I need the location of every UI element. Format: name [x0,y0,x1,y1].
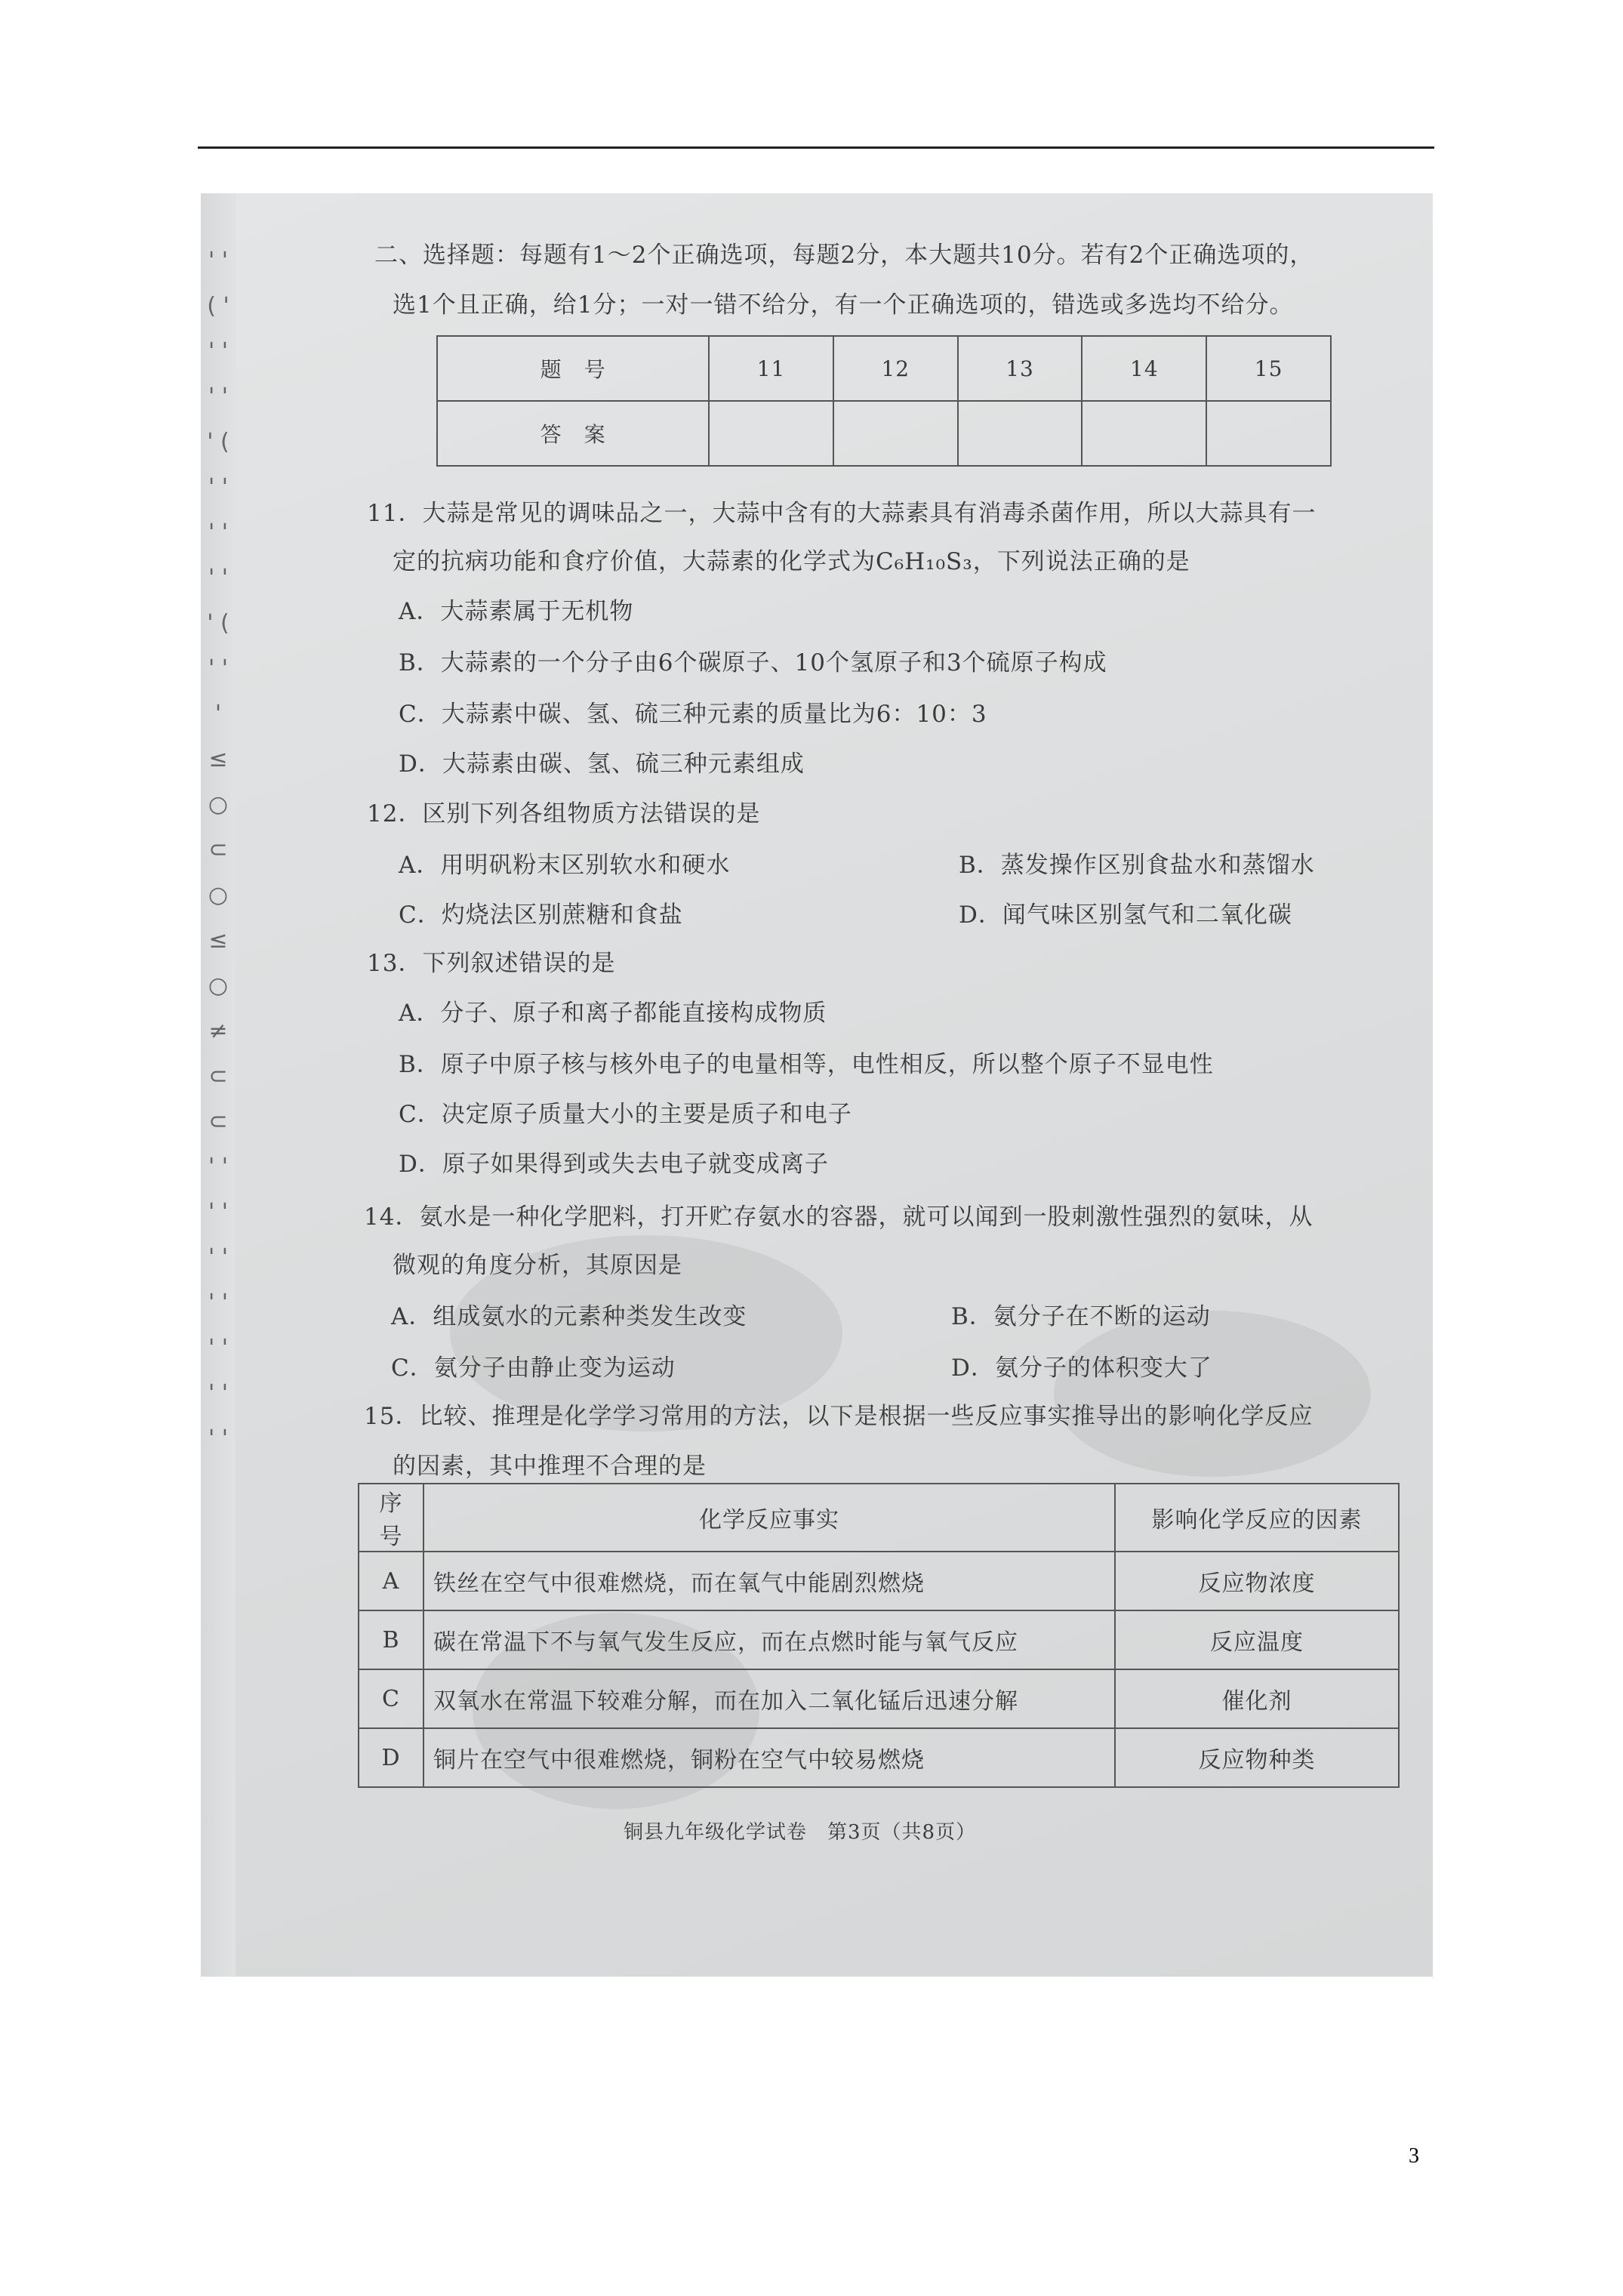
question-number-cell: 12 [833,336,958,401]
q11-stem-line1: 11．大蒜是常见的调味品之一，大蒜中含有的大蒜素具有消毒杀菌作用，所以大蒜具有一 [367,500,1317,527]
question-number-cell: 11 [709,336,833,401]
page-number: 3 [1409,2144,1419,2168]
answer-cell[interactable] [958,401,1083,466]
facts-row-factor: 反应物种类 [1115,1728,1399,1787]
q14-option-b: B．氨分子在不断的运动 [951,1303,1211,1330]
facts-row-factor: 反应物浓度 [1115,1552,1399,1610]
question-number-cell: 15 [1206,336,1331,401]
q12-option-a: A．用明矾粉末区别软水和硬水 [399,852,731,879]
answer-table-answer-row [437,401,1331,466]
q13-option-a: A．分子、原子和离子都能直接构成物质 [399,1000,827,1027]
q15-stem-line1: 15．比较、推理是化学学习常用的方法，以下是根据一些反应事实推导出的影响化学反应 [364,1403,1313,1430]
q12-stem: 12．区别下列各组物质方法错误的是 [367,800,761,827]
facts-row-fact: 碳在常温下不与氧气发生反应，而在点燃时能与氧气反应 [423,1610,1115,1669]
facts-table-row [359,1610,1399,1669]
exam-content [364,193,1416,1977]
facts-header-fact: 化学反应事实 [423,1484,1115,1552]
q15-stem-line2: 的因素，其中推理不合理的是 [393,1453,707,1480]
answer-row-label: 题 号 [437,336,709,401]
margin-marks: ' ' ( ' ' ' ' ' ' ( ' ' ' ' ' ' ' ( ' ' ' ≤ ○ ⊂ ○ ≤ ○ ≠ ⊂ ⊂ ' ' ' ' ' ' ' ' ' ' ' ' ' ' [207,248,229,1452]
facts-row-label: B [359,1610,423,1669]
q13-option-b: B．原子中原子核与核外电子的电量相等，电性相反，所以整个原子不显电性 [399,1051,1214,1078]
q11-option-a: A．大蒜素属于无机物 [399,598,634,625]
answer-cell[interactable] [1082,401,1206,466]
section-header-line2: 选1个且正确，给1分；一对一错不给分，有一个正确选项的，错选或多选均不给分。 [393,291,1294,319]
q14-option-d: D．氨分子的体积变大了 [951,1354,1212,1382]
scanned-exam-photo [201,193,1433,1977]
q13-stem: 13．下列叙述错误的是 [367,950,616,977]
exam-footer: 铜县九年级化学试卷 第3页（共8页） [624,1821,977,1844]
q12-option-b: B．蒸发操作区别食盐水和蒸馏水 [959,852,1315,879]
reaction-facts-table [358,1483,1400,1788]
q11-option-b: B．大蒜素的一个分子由6个碳原子、10个氢原子和3个硫原子构成 [399,649,1107,676]
facts-row-factor: 反应温度 [1115,1610,1399,1669]
facts-header-index: 序号 [359,1484,423,1552]
answer-cell[interactable] [1206,401,1331,466]
question-number-cell: 14 [1082,336,1206,401]
q13-option-c: C．决定原子质量大小的主要是质子和电子 [399,1101,852,1128]
answer-cell[interactable] [709,401,833,466]
q11-option-c: C．大蒜素中碳、氢、硫三种元素的质量比为6：10：3 [399,701,987,728]
facts-table-row [359,1552,1399,1610]
q11-option-d: D．大蒜素由碳、氢、硫三种元素组成 [399,750,805,778]
facts-row-label: A [359,1552,423,1610]
facts-row-fact: 铜片在空气中很难燃烧，铜粉在空气中较易燃烧 [423,1728,1115,1787]
q14-stem-line1: 14．氨水是一种化学肥料，打开贮存氨水的容器，就可以闻到一股刺激性强烈的氨味，从 [364,1203,1313,1231]
facts-row-label: D [359,1728,423,1787]
q13-option-d: D．原子如果得到或失去电子就变成离子 [399,1151,829,1178]
q12-option-d: D．闻气味区别氢气和二氧化碳 [959,901,1292,929]
answer-table [436,335,1332,467]
facts-row-fact: 双氧水在常温下较难分解，而在加入二氧化锰后迅速分解 [423,1669,1115,1728]
q14-option-c: C．氨分子由静止变为运动 [391,1354,676,1382]
facts-table-row [359,1669,1399,1728]
facts-header-factor: 影响化学反应的因素 [1115,1484,1399,1552]
answer-cell[interactable] [833,401,958,466]
header-rule [198,146,1434,149]
facts-table-header-row [359,1484,1399,1552]
answer-row-label: 答 案 [437,401,709,466]
q14-stem-line2: 微观的角度分析，其原因是 [393,1252,682,1279]
q14-option-a: A．组成氨水的元素种类发生改变 [391,1303,747,1330]
facts-row-fact: 铁丝在空气中很难燃烧，而在氧气中能剧烈燃烧 [423,1552,1115,1610]
q12-option-c: C．灼烧法区别蔗糖和食盐 [399,901,683,929]
section-header-line1: 二、选择题：每题有1～2个正确选项，每题2分，本大题共10分。若有2个正确选项的， [374,242,1314,269]
q11-stem-line2: 定的抗病功能和食疗价值，大蒜素的化学式为C₆H₁₀S₃，下列说法正确的是 [393,548,1190,575]
facts-table-row [359,1728,1399,1787]
question-number-cell: 13 [958,336,1083,401]
answer-table-header-row [437,336,1331,401]
facts-row-label: C [359,1669,423,1728]
facts-row-factor: 催化剂 [1115,1669,1399,1728]
